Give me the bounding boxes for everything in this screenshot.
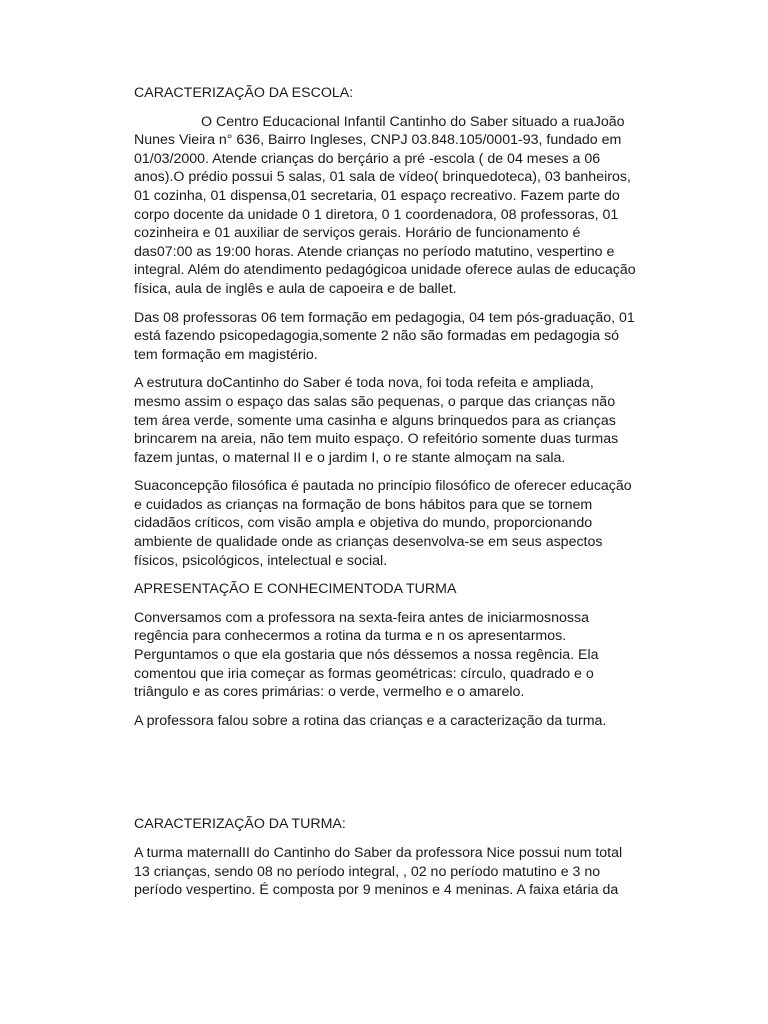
paragraph-line: 01/03/2000. Atende crianças do berçário a pré -escola ( de 04 meses a 06: [134, 150, 601, 167]
teachers-paragraph: [134, 309, 634, 365]
paragraph-line: e cuidados as crianças na formação de bons hábitos para que se tornem: [134, 496, 593, 513]
paragraph-line: cozinheira e 01 auxiliar de serviços gerais. Horário de funcionamento é: [134, 225, 581, 242]
paragraph-line: anos).O prédio possui 5 salas, 01 sala de vídeo( brinquedoteca), 03 banheiros,: [134, 169, 631, 186]
paragraph-line: corpo docente da unidade 0 1 diretora, 0 1 coordenadora, 08 professoras, 01: [134, 206, 619, 223]
paragraph-line: período vespertino. É composta por 9 meninos e 4 meninas. A faixa etária da: [134, 882, 619, 899]
paragraph-line: está fazendo psicopedagogia,somente 2 não são formadas em pedagogia só: [134, 328, 620, 345]
paragraph-line: regência para conhecermos a rotina da turma e n os apresentarmos.: [134, 628, 567, 645]
paragraph-line: Suaconcepção filosófica é pautada no princípio filosófico de oferecer educação: [134, 478, 632, 495]
paragraph-line: Das 08 professoras 06 tem formação em pedagogia, 04 tem pós-graduação, 01: [134, 309, 635, 326]
paragraph-line: tem área verde, somente uma casinha e alguns brinquedos para as crianças: [134, 412, 616, 429]
class-heading: CARACTERIZAÇÃO DA TURMA:: [134, 816, 346, 833]
school-heading: CARACTERIZAÇÃO DA ESCOLA:: [134, 85, 354, 101]
paragraph-line: brincarem na areia, não tem muito espaço. O refeitório somente duas turmas: [134, 431, 619, 448]
paragraph-line: Conversamos com a professora na sexta-feira antes de iniciarmosnossa: [134, 609, 589, 626]
document-page: [134, 84, 634, 900]
paragraph-line: ambiente de qualidade onde as crianças desenvolva-se em seus aspectos: [134, 534, 603, 551]
paragraph-line: A estrutura doCantinho do Saber é toda nova, foi toda refeita e ampliada,: [134, 375, 594, 392]
paragraph-line: mesmo assim o espaço das salas são pequenas, o parque das crianças não: [134, 393, 616, 410]
paragraph-line: O Centro Educacional Infantil Cantinho do Saber situado a ruaJoão: [201, 113, 625, 130]
paragraph-line: comentou que iria começar as formas geométricas: círculo, quadrado e o: [134, 665, 594, 682]
paragraph-line: Perguntamos o que ela gostaria que nós déssemos a nossa regência. Ela: [134, 647, 599, 664]
paragraph-line: A professora falou sobre a rotina das crianças e a caracterização da turma.: [134, 712, 607, 729]
class-paragraph: [134, 844, 634, 900]
paragraph-line: triângulo e as cores primárias: o verde, vermelho e o amarelo.: [134, 684, 525, 701]
paragraph-line: cidadãos críticos, com visão ampla e objetiva do mundo, proporcionando: [134, 515, 593, 532]
structure-paragraph: [134, 374, 634, 467]
paragraph-line: fazem juntas, o maternal II e o jardim I, o re stante almoçam na sala.: [134, 449, 566, 466]
presentation-heading: APRESENTAÇÃO E CONHECIMENTODA TURMA: [134, 581, 457, 598]
routine-paragraph: [134, 712, 634, 731]
paragraph-line: das07:00 as 19:00 horas. Atende crianças no período matutino, vespertino e: [134, 243, 615, 260]
paragraph-line: 13 crianças, sendo 08 no período integral, , 02 no período matutino e 3 no: [134, 863, 601, 880]
paragraph-line: física, aula de inglês e aula de capoeira e de ballet.: [134, 280, 457, 297]
paragraph-line: A turma maternalII do Cantinho do Saber da professora Nice possui num total: [134, 845, 623, 861]
paragraph-line: 01 cozinha, 01 dispensa,01 secretaria, 01 espaço recreativo. Fazem parte do: [134, 187, 620, 204]
paragraph-line: físicos, psicológicos, intelectual e social.: [134, 552, 388, 569]
paragraph-line: integral. Além do atendimento pedagógicoa unidade oferece aulas de educação: [134, 262, 636, 279]
paragraph-line: tem formação em magistério.: [134, 346, 318, 363]
presentation-paragraph: [134, 609, 634, 702]
paragraph-line: Nunes Vieira n° 636, Bairro Ingleses, CNPJ 03.848.105/0001-93, fundado em: [134, 132, 622, 149]
school-paragraph: [134, 113, 634, 299]
philosophy-paragraph: [134, 477, 634, 570]
